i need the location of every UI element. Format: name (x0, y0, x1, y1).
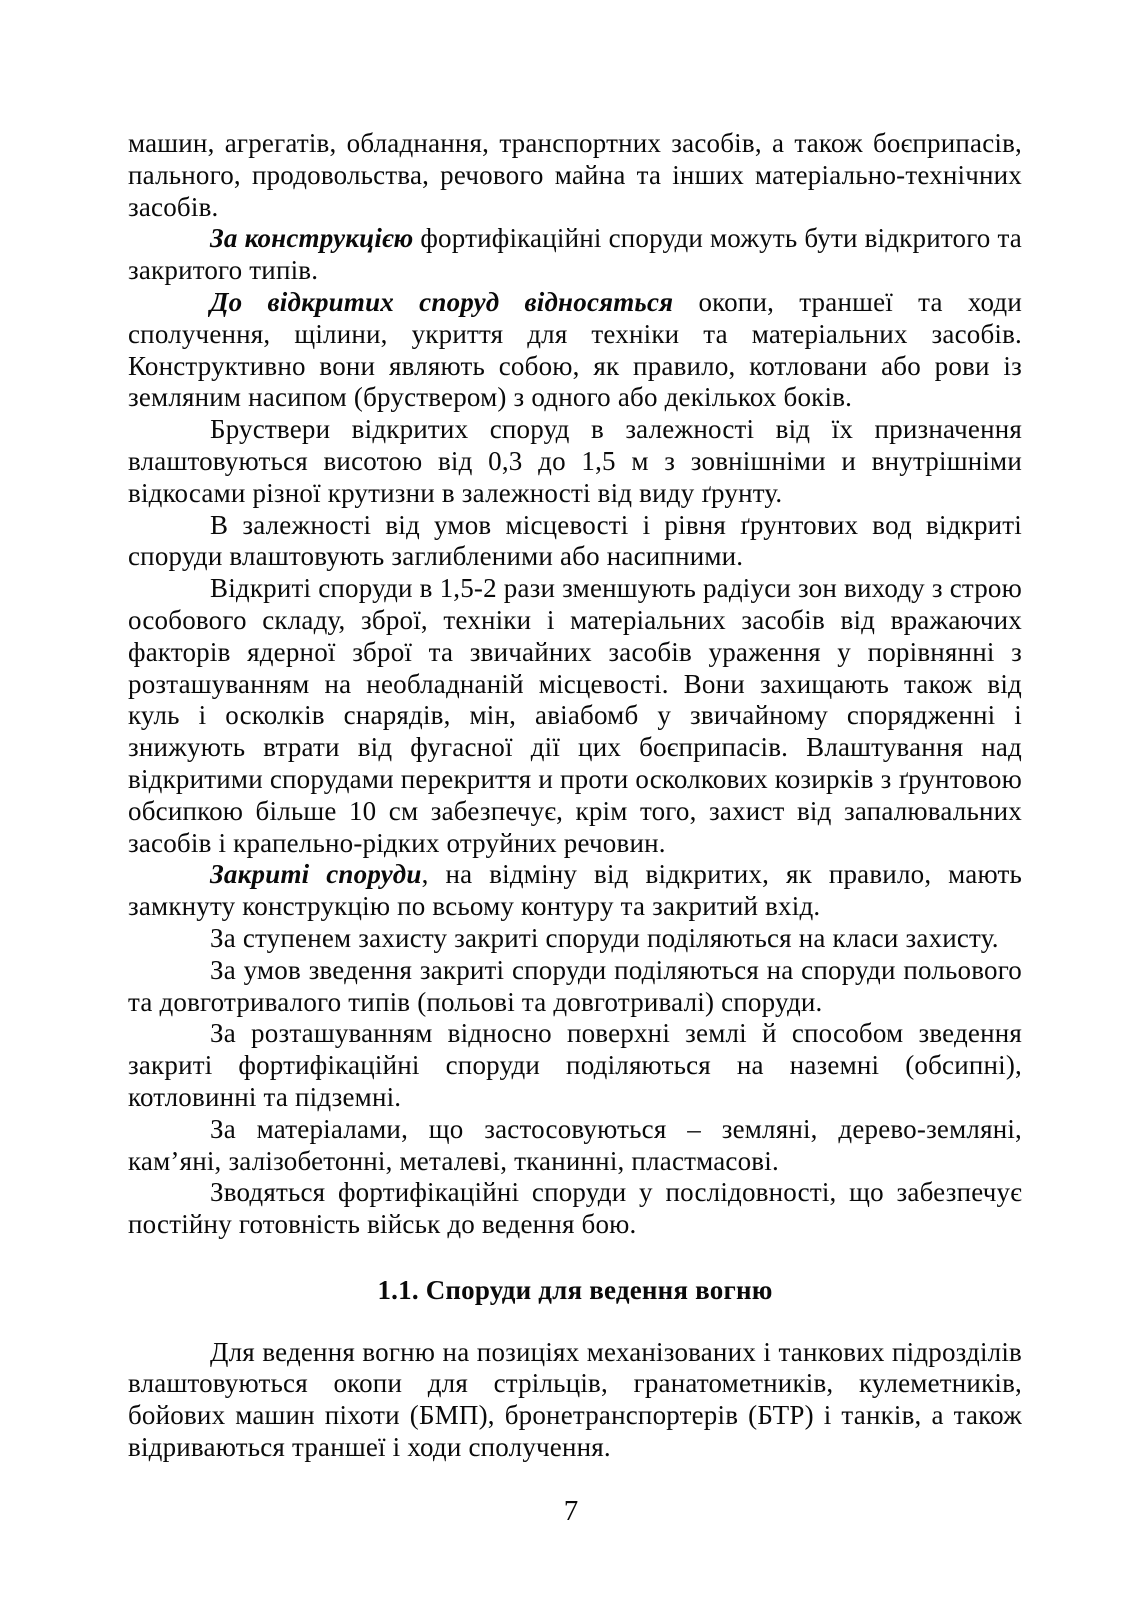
emphasis-run: До відкритих споруд відносяться (210, 286, 674, 317)
paragraph (128, 1018, 1022, 1113)
paragraph (128, 223, 1022, 287)
text-run: Бруствери відкритих споруд в залежності від їх призначення влаштовуються висотою від 0,3 до 1,5 м з зовнішніми и внутрішніми відкосами різної крутизни в залежності від виду ґрунту. (128, 414, 1022, 508)
paragraph (128, 573, 1022, 859)
section-heading (128, 1275, 1022, 1307)
text-run: Для ведення вогню на позиціях механізованих і танкових підрозділів влаштовуються окопи для стрільців, гранатометників, кулеметників, бойових машин піхоти (БМП), бронетранспортерів (БТР) і танків, а також відриваються траншеї і ходи сполучення. (128, 1336, 1022, 1463)
page-number: 7 (563, 1495, 579, 1527)
paragraph (128, 1114, 1022, 1178)
paragraph (128, 510, 1022, 574)
text-run: окопи, траншеї та ходи сполучення, щілини, укриття для техніки та матеріальних засобів. Конструктивно вони являють собою, як правило, котловани або рови із земляним насипом (бруствером) з одного або декількох боків. (128, 286, 1023, 413)
text-run: Зводяться фортифікаційні споруди у послідовності, що забезпечує постійну готовність військ до ведення бою. (128, 1177, 1022, 1240)
paragraph (128, 1337, 1022, 1464)
document-body (128, 128, 1022, 1464)
emphasis-run: За конструкцією (210, 223, 414, 254)
text-run: За умов зведення закриті споруди поділяються на споруди польового та довготривалого типів (польові та довготривалі) споруди. (128, 954, 1022, 1017)
paragraph (128, 1177, 1022, 1241)
text-run: фортифікаційні споруди можуть бути відкритого та закритого типів. (128, 223, 1022, 286)
paragraph (128, 287, 1022, 414)
text-run: машин, агрегатів, обладнання, транспортних засобів, а також боєприпасів, пального, продовольства, речового майна та інших матеріально-технічних засобів. (128, 128, 1022, 222)
paragraph (128, 414, 1022, 509)
paragraph (128, 128, 1022, 223)
paragraph (128, 955, 1022, 1019)
text-run: За ступенем захисту закриті споруди поділяються на класи захисту. (210, 922, 999, 953)
text-run: , на відміну від відкритих, як правило, мають замкнуту конструкцію по всьому контуру та закритий вхід. (128, 859, 1022, 922)
text-run: В залежності від умов місцевості і рівня ґрунтових вод відкриті споруди влаштовують заглибленими або насипними. (128, 509, 1022, 572)
text-run: 1.1. Споруди для ведення вогню (377, 1274, 773, 1305)
text-run: Відкриті споруди в 1,5-2 рази зменшують радіуси зон виходу з строю особового складу, зброї, техніки і матеріальних засобів від вражаючих факторів ядерної зброї та звичайних засобів ураження у порівнянні з розташуванням на необладнаній місцевості. Вони захищають також від куль і осколків снарядів, мін, авіабомб у звичайному спорядженні і знижують втрати від фугасної дії цих боєприпасів. Влаштування над відкритими спорудами перекриття и проти осколкових козирків з ґрунтовою обсипкою більше 10 см забезпечує, крім того, захист від запалювальних засобів і крапельно-рідких отруйних речовин. (128, 573, 1022, 858)
text-run: За розташуванням відносно поверхні землі й способом зведення закриті фортифікаційні споруди поділяються на наземні (обсипні), котловинні та підземні. (128, 1018, 1022, 1112)
text-run: За матеріалами, що застосовуються – земляні, дерево-земляні, кам’яні, залізобетонні, металеві, тканинні, пластмасові. (128, 1113, 1022, 1176)
paragraph (128, 859, 1022, 923)
paragraph (128, 923, 1022, 955)
emphasis-run: Закриті споруди (210, 859, 422, 890)
